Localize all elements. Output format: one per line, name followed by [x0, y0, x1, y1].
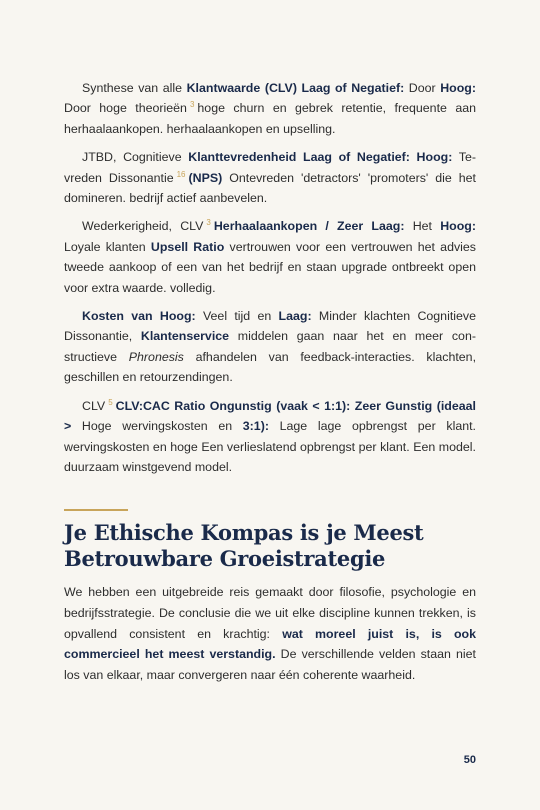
- bold-term: (NPS): [188, 170, 223, 185]
- citation-marker: 16: [176, 169, 186, 179]
- bold-term: Klantwaarde (CLV) Laag of Negatief:: [186, 81, 405, 95]
- paragraph: [64, 396, 476, 478]
- text-run: middelen gaan naar het en meer constructieve: [64, 329, 476, 364]
- text-run: Het: [404, 219, 441, 234]
- text-run: Synthese van alle: [82, 81, 187, 95]
- text-run: Ontevreden 'detractors' 'promoters' die het domineren. bedrijf actief aanbevelen.: [64, 170, 476, 206]
- text-run: Lage lage opbrengst per klant. wervingskosten en hoge Een verlieslatend opbrengst per klant. Een model. duurzaam winstgevend model.: [64, 419, 476, 474]
- bold-term: Hoog:: [440, 81, 476, 95]
- paragraph: [64, 78, 476, 139]
- bold-term: Klantenservice: [140, 329, 230, 344]
- page-number: 50: [463, 754, 476, 766]
- paragraph: [64, 306, 476, 388]
- section-divider: [64, 509, 128, 511]
- text-run: Wederkerigheid, CLV: [82, 219, 204, 234]
- body-text: [64, 78, 476, 485]
- paragraph: [64, 216, 476, 298]
- paragraph: [64, 147, 476, 208]
- bold-term: Herhaalaankopen / Zeer Laag:: [213, 219, 405, 234]
- citation-marker: 5: [108, 397, 113, 407]
- bold-term: CLV:CAC Ratio Ongunstig (vaak < 1:1): Zeer Gunstig (ideaal >: [64, 398, 476, 434]
- text-run: hoge churn en gebrek retentie, frequente aan herhaalaankopen. herhaalaankopen en upselling.: [64, 101, 476, 136]
- text-run: Tevreden Dissonantie: [64, 150, 476, 185]
- text-run: CLV: [82, 398, 106, 413]
- bold-term: 3:1):: [242, 419, 269, 434]
- text-run: De verschillende velden staan niet los van elkaar, maar convergeren naar één coherente waarheid.: [64, 647, 476, 683]
- bold-term: Hoog:: [440, 219, 476, 234]
- text-run: We hebben een uitgebreide reis gemaakt door filosofie, psychologie en bedrijfsstrategie. De conclusie die we uit elke discipline kunnen trekken, is opvallend consistent en krachtig:: [64, 585, 476, 641]
- bold-term: Laag:: [278, 309, 312, 324]
- text-run: Veel tijd en: [195, 309, 279, 324]
- text-run: afhandelen van feedback-interacties. klachten, geschillen en retourzendingen.: [64, 349, 477, 385]
- bold-term: Upsell Ratio: [150, 239, 225, 254]
- bold-term: Klanttevredenheid Laag of Negatief: Hoog:: [188, 150, 453, 165]
- text-run: vertrouwen voor een vertrouwen het advies tweede aankoop of een van het bedrijf en staan upgrade ontbreekt open voor extra waarde. volledig.: [64, 239, 477, 295]
- citation-marker: 3: [189, 100, 195, 110]
- bold-term: wat moreel juist is, is ook commercieel het meest verstandig.: [64, 626, 476, 662]
- closing-paragraph: [64, 582, 476, 686]
- bold-term: Kosten van Hoog:: [82, 309, 196, 324]
- text-run: Door hoge theorieën: [64, 101, 187, 116]
- citation-marker: 3: [206, 218, 211, 228]
- text-run: JTBD, Cognitieve: [82, 150, 189, 165]
- text-run: Minder klachten Cognitieve Dissonantie,: [64, 309, 476, 344]
- text-run: Hoge wervingskosten en: [71, 419, 243, 434]
- text-run: Door: [404, 81, 441, 95]
- text-run: Loyale klanten: [64, 239, 151, 254]
- text-run: Phronesis: [128, 349, 184, 364]
- section-heading: Je Ethische Kompas is je Meest Betrouwbare Groeistrategie: [64, 520, 424, 571]
